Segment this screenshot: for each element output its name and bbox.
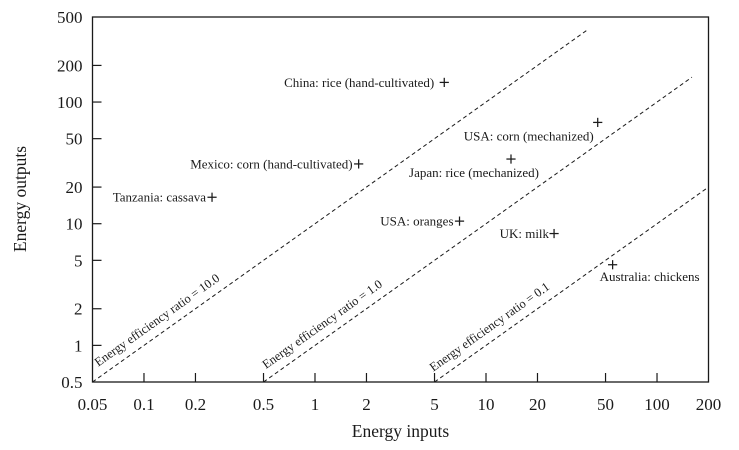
x-axis-title: Energy inputs <box>351 421 450 441</box>
data-point-marker <box>440 78 449 87</box>
data-point-label: Tanzania: cassava <box>112 189 207 205</box>
x-axis-tick-label: 100 <box>644 395 670 414</box>
y-axis-tick-label: 50 <box>65 129 83 149</box>
svg-text:Energy efficiency ratio = 1.0: Energy efficiency ratio = 1.0 <box>259 276 385 372</box>
data-point-label: Australia: chickens <box>599 269 700 285</box>
x-axis-tick-label: 2 <box>362 395 371 414</box>
data-point-label: USA: oranges <box>380 213 454 229</box>
data-point-label: USA: corn (mechanized) <box>463 128 594 144</box>
x-axis-tick-label: 0.5 <box>252 395 275 414</box>
x-axis-tick-label: 0.2 <box>184 395 207 414</box>
efficiency-ratio-line-label <box>427 280 552 375</box>
efficiency-ratio-line-label <box>92 271 222 369</box>
y-axis-tick-label: 1 <box>74 336 83 356</box>
y-axis-title: Energy outputs <box>10 145 30 253</box>
svg-text:Energy efficiency ratio = 10.0: Energy efficiency ratio = 10.0 <box>91 270 223 370</box>
data-point-marker <box>506 154 515 163</box>
axis-ticks-layer <box>57 8 721 414</box>
efficiency-ratio-line-label <box>260 277 385 372</box>
x-axis-tick-label: 0.05 <box>77 395 108 414</box>
data-point-label: Japan: rice (mechanized) <box>409 165 539 181</box>
y-axis-tick-label: 200 <box>57 56 83 76</box>
data-points-layer <box>113 75 700 284</box>
x-axis-tick-label: 200 <box>695 395 722 414</box>
data-point-marker <box>455 217 464 226</box>
y-axis-tick-label: 500 <box>57 8 83 27</box>
data-point-marker <box>354 159 363 168</box>
y-axis-tick-label: 10 <box>65 214 83 234</box>
x-axis-tick-label: 5 <box>430 395 439 414</box>
data-point-label: UK: milk <box>499 226 550 242</box>
data-point-marker <box>593 118 602 127</box>
svg-text:Energy efficiency ratio = 0.1: Energy efficiency ratio = 0.1 <box>426 279 553 375</box>
y-axis-tick-label: 0.5 <box>61 373 83 392</box>
data-point-marker <box>207 193 216 202</box>
efficiency-ratio-line <box>435 187 709 382</box>
y-axis-tick-label: 2 <box>74 299 83 319</box>
y-axis-tick-label: 5 <box>74 251 83 271</box>
data-point-marker <box>608 260 617 269</box>
data-point-label: China: rice (hand-cultivated) <box>284 74 435 90</box>
x-axis-tick-label: 10 <box>477 395 495 414</box>
data-point-marker <box>549 229 558 238</box>
x-axis-tick-label: 0.1 <box>133 395 155 414</box>
y-axis-tick-label: 20 <box>65 178 83 198</box>
x-axis-tick-label: 50 <box>597 395 615 414</box>
data-point-label: Mexico: corn (hand-cultivated) <box>190 156 353 172</box>
x-axis-tick-label: 1 <box>310 395 320 414</box>
y-axis-tick-label: 100 <box>57 93 83 113</box>
x-axis-tick-label: 20 <box>528 395 546 414</box>
